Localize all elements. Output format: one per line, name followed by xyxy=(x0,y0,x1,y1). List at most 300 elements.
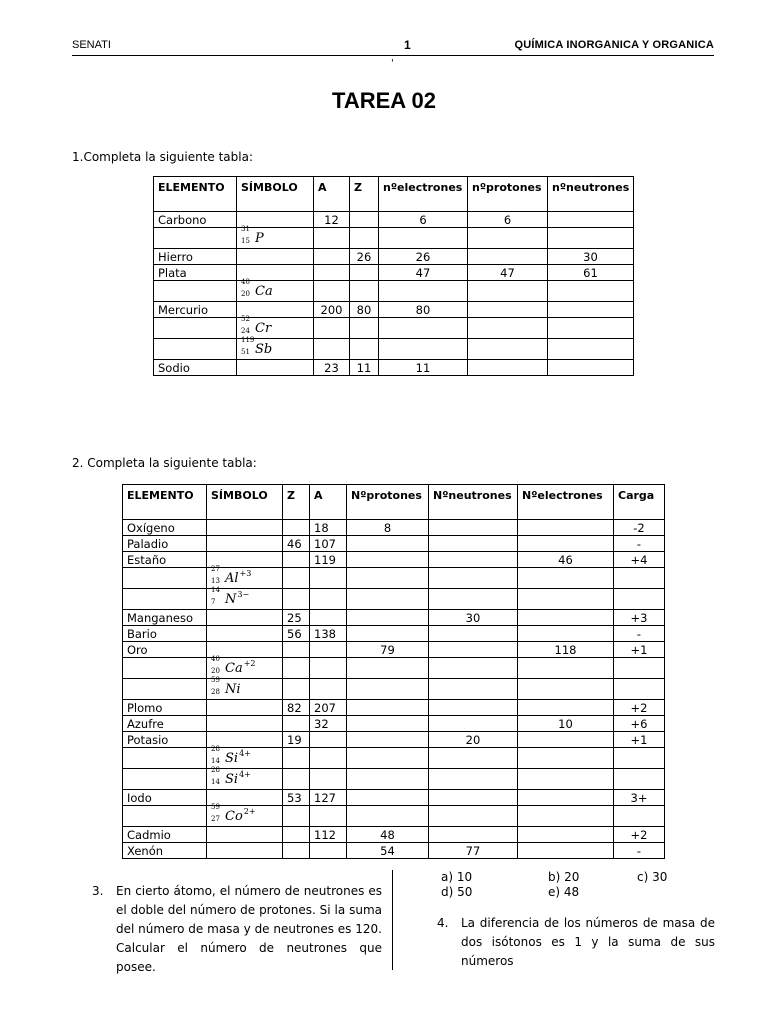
value-cell-p xyxy=(347,790,429,806)
atomic-number: 13 xyxy=(211,577,220,585)
symbol-cell xyxy=(207,827,283,843)
atomic-number: 20 xyxy=(211,667,220,675)
element-symbol: N xyxy=(225,592,237,607)
element-cell: Plata xyxy=(154,265,237,281)
element-symbol: Sb xyxy=(255,342,273,357)
column-header: nºelectrones xyxy=(379,177,468,212)
isotope-symbol xyxy=(241,336,273,357)
value-cell-e xyxy=(518,732,614,748)
isotope-symbol xyxy=(241,315,272,336)
value-cell-p xyxy=(347,658,429,679)
value-cell-A xyxy=(310,748,347,769)
value-cell-Z xyxy=(350,265,379,281)
value-cell-A: 200 xyxy=(314,302,350,318)
value-cell-carga: +1 xyxy=(614,642,665,658)
question-4-number: 4. xyxy=(437,916,449,930)
value-cell-A: 112 xyxy=(310,827,347,843)
value-cell-n xyxy=(429,552,518,568)
value-cell-e: 47 xyxy=(379,265,468,281)
value-cell-Z: 53 xyxy=(283,790,310,806)
value-cell-A xyxy=(310,732,347,748)
page-title: TAREA 02 xyxy=(332,88,436,113)
value-cell-n xyxy=(429,827,518,843)
value-cell-carga: - xyxy=(614,536,665,552)
value-cell-A xyxy=(314,318,350,339)
table-row xyxy=(123,589,665,610)
value-cell-carga xyxy=(614,658,665,679)
value-cell-Z xyxy=(350,281,379,302)
value-cell-carga xyxy=(614,806,665,827)
table-1 xyxy=(153,176,634,376)
table-2 xyxy=(122,484,665,859)
value-cell-e xyxy=(518,626,614,642)
value-cell-p xyxy=(468,281,548,302)
table-row xyxy=(123,520,665,536)
column-header: Nºneutrones xyxy=(429,485,518,520)
value-cell-e xyxy=(518,679,614,700)
value-cell-Z xyxy=(283,642,310,658)
value-cell-p xyxy=(468,318,548,339)
table-row xyxy=(123,658,665,679)
symbol-cell xyxy=(207,536,283,552)
option-c: c) 30 xyxy=(637,870,668,884)
value-cell-n xyxy=(429,626,518,642)
value-cell-n: 77 xyxy=(429,843,518,859)
symbol-cell xyxy=(207,766,283,790)
value-cell-p xyxy=(347,769,429,790)
value-cell-Z xyxy=(350,212,379,228)
value-cell-n xyxy=(429,748,518,769)
page-number: 1 xyxy=(404,38,411,52)
symbol-cell xyxy=(207,626,283,642)
element-symbol: Al xyxy=(225,571,239,586)
value-cell-n xyxy=(429,716,518,732)
table-row xyxy=(154,302,634,318)
element-cell xyxy=(123,568,207,589)
element-cell: Bario xyxy=(123,626,207,642)
value-cell-e xyxy=(518,568,614,589)
column-header: nºprotones xyxy=(468,177,548,212)
value-cell-p xyxy=(347,732,429,748)
value-cell-A xyxy=(310,568,347,589)
atomic-number: 28 xyxy=(211,688,220,696)
element-cell: Carbono xyxy=(154,212,237,228)
element-cell: Iodo xyxy=(123,790,207,806)
value-cell-Z: 82 xyxy=(283,700,310,716)
value-cell-p xyxy=(347,716,429,732)
value-cell-Z: 25 xyxy=(283,610,310,626)
element-cell xyxy=(123,769,207,790)
header-left: SENATI xyxy=(72,39,111,51)
value-cell-p xyxy=(347,552,429,568)
value-cell-e xyxy=(518,790,614,806)
table-row xyxy=(123,769,665,790)
value-cell-e xyxy=(518,806,614,827)
element-cell: Oro xyxy=(123,642,207,658)
value-cell-p xyxy=(347,610,429,626)
table-row xyxy=(154,228,634,249)
element-cell: Xenón xyxy=(123,843,207,859)
column-header: SÍMBOLO xyxy=(207,485,283,520)
element-cell: Sodio xyxy=(154,360,237,376)
stray-mark: ' xyxy=(391,58,394,69)
value-cell-p xyxy=(468,249,548,265)
value-cell-Z xyxy=(283,568,310,589)
mass-number: 40 xyxy=(211,655,220,663)
table-row xyxy=(123,552,665,568)
value-cell-A xyxy=(314,281,350,302)
value-cell-carga xyxy=(614,748,665,769)
symbol-cell xyxy=(237,360,314,376)
value-cell-carga xyxy=(614,589,665,610)
column-header: Carga xyxy=(614,485,665,520)
element-symbol: Si xyxy=(225,751,239,766)
element-symbol: Cr xyxy=(255,321,272,336)
element-cell: Plomo xyxy=(123,700,207,716)
symbol-cell xyxy=(207,803,283,827)
value-cell-carga xyxy=(614,568,665,589)
table-row xyxy=(123,700,665,716)
element-cell: Mercurio xyxy=(154,302,237,318)
value-cell-n: 20 xyxy=(429,732,518,748)
ion-charge: 3− xyxy=(237,590,250,599)
value-cell-A: 12 xyxy=(314,212,350,228)
isotope-symbol xyxy=(211,586,250,607)
element-symbol: P xyxy=(255,231,264,246)
value-cell-A xyxy=(310,589,347,610)
symbol-cell xyxy=(237,278,314,302)
value-cell-n: 61 xyxy=(548,265,634,281)
value-cell-Z: 46 xyxy=(283,536,310,552)
element-symbol: Si xyxy=(225,772,239,787)
value-cell-n xyxy=(429,769,518,790)
element-cell: Paladio xyxy=(123,536,207,552)
value-cell-Z: 80 xyxy=(350,302,379,318)
table-row xyxy=(123,843,665,859)
table-row xyxy=(154,212,634,228)
column-header: A xyxy=(310,485,347,520)
column-header: ELEMENTO xyxy=(123,485,207,520)
value-cell-e xyxy=(379,228,468,249)
value-cell-A xyxy=(314,339,350,360)
value-cell-e: 10 xyxy=(518,716,614,732)
element-cell: Cadmio xyxy=(123,827,207,843)
atomic-number: 20 xyxy=(241,290,250,298)
table-row xyxy=(123,626,665,642)
value-cell-carga: - xyxy=(614,843,665,859)
page-header xyxy=(72,39,714,56)
column-header: Nºelectrones xyxy=(518,485,614,520)
value-cell-Z xyxy=(283,589,310,610)
value-cell-p xyxy=(468,302,548,318)
value-cell-Z xyxy=(283,843,310,859)
value-cell-A xyxy=(310,658,347,679)
value-cell-n xyxy=(548,318,634,339)
value-cell-Z xyxy=(283,658,310,679)
column-divider xyxy=(392,870,393,970)
value-cell-A xyxy=(314,265,350,281)
value-cell-p xyxy=(347,700,429,716)
value-cell-p xyxy=(347,589,429,610)
value-cell-n xyxy=(429,642,518,658)
mass-number: 14 xyxy=(211,586,220,594)
value-cell-A xyxy=(310,610,347,626)
value-cell-A xyxy=(310,642,347,658)
value-cell-A xyxy=(310,769,347,790)
mass-number: 59 xyxy=(211,676,220,684)
value-cell-Z xyxy=(350,318,379,339)
atomic-number: 14 xyxy=(211,757,220,765)
value-cell-e xyxy=(518,700,614,716)
value-cell-n xyxy=(429,790,518,806)
element-cell xyxy=(154,228,237,249)
value-cell-Z xyxy=(283,520,310,536)
isotope-symbol xyxy=(211,565,252,586)
isotope-symbol xyxy=(211,676,242,697)
value-cell-p xyxy=(347,568,429,589)
symbol-cell xyxy=(207,520,283,536)
element-cell xyxy=(123,589,207,610)
value-cell-n xyxy=(548,212,634,228)
value-cell-n xyxy=(429,700,518,716)
option-e: e) 48 xyxy=(548,885,580,899)
value-cell-n xyxy=(429,520,518,536)
value-cell-n xyxy=(548,339,634,360)
value-cell-Z xyxy=(283,806,310,827)
table-header-row xyxy=(154,177,634,212)
atomic-number: 24 xyxy=(241,327,250,335)
isotope-symbol xyxy=(211,655,256,676)
table-row xyxy=(123,806,665,827)
element-cell xyxy=(154,318,237,339)
question-4-text: La diferencia de los números de masa de dos isótonos es 1 y la suma de sus números xyxy=(461,916,715,968)
value-cell-e: 6 xyxy=(379,212,468,228)
column-header: A xyxy=(314,177,350,212)
table-row xyxy=(123,568,665,589)
isotope-symbol xyxy=(241,278,274,299)
symbol-cell xyxy=(207,716,283,732)
table-row xyxy=(154,318,634,339)
element-cell xyxy=(123,806,207,827)
value-cell-n xyxy=(429,568,518,589)
value-cell-n xyxy=(429,589,518,610)
value-cell-Z xyxy=(350,339,379,360)
value-cell-p xyxy=(347,626,429,642)
element-cell xyxy=(154,281,237,302)
element-cell: Manganeso xyxy=(123,610,207,626)
column-header: ELEMENTO xyxy=(154,177,237,212)
column-header: Z xyxy=(283,485,310,520)
value-cell-e xyxy=(518,658,614,679)
table-row xyxy=(123,827,665,843)
value-cell-e: 80 xyxy=(379,302,468,318)
value-cell-p xyxy=(468,228,548,249)
element-symbol: Ca xyxy=(225,661,243,676)
value-cell-n xyxy=(429,679,518,700)
value-cell-n: 30 xyxy=(429,610,518,626)
value-cell-e xyxy=(518,748,614,769)
value-cell-Z: 56 xyxy=(283,626,310,642)
column-header: nºneutrones xyxy=(548,177,634,212)
element-symbol: Co xyxy=(225,809,243,824)
value-cell-Z xyxy=(283,827,310,843)
symbol-cell xyxy=(237,249,314,265)
value-cell-Z: 11 xyxy=(350,360,379,376)
isotope-symbol xyxy=(211,766,251,787)
element-cell xyxy=(123,658,207,679)
value-cell-Z xyxy=(283,679,310,700)
table-row xyxy=(154,265,634,281)
value-cell-carga xyxy=(614,769,665,790)
value-cell-n xyxy=(429,806,518,827)
option-b: b) 20 xyxy=(548,870,580,884)
value-cell-p xyxy=(347,679,429,700)
value-cell-p xyxy=(347,806,429,827)
atomic-number: 7 xyxy=(211,598,216,606)
table-row xyxy=(154,339,634,360)
table-row xyxy=(123,732,665,748)
value-cell-n xyxy=(429,658,518,679)
element-cell: Hierro xyxy=(154,249,237,265)
column-header: Z xyxy=(350,177,379,212)
table-row xyxy=(123,716,665,732)
atomic-number: 15 xyxy=(241,237,250,245)
table-row xyxy=(123,748,665,769)
atomic-number: 14 xyxy=(211,778,220,786)
value-cell-A xyxy=(310,679,347,700)
mass-number: 28 xyxy=(211,766,220,774)
value-cell-p: 79 xyxy=(347,642,429,658)
value-cell-e: 11 xyxy=(379,360,468,376)
value-cell-n xyxy=(548,360,634,376)
value-cell-carga xyxy=(614,679,665,700)
value-cell-p xyxy=(468,360,548,376)
isotope-symbol xyxy=(241,225,265,246)
question-1-prompt: 1.Completa la siguiente tabla: xyxy=(72,150,254,164)
question-3-number: 3. xyxy=(92,884,104,898)
value-cell-e: 26 xyxy=(379,249,468,265)
mass-number: 28 xyxy=(211,745,220,753)
symbol-cell xyxy=(207,586,283,610)
value-cell-p xyxy=(347,536,429,552)
value-cell-p xyxy=(347,748,429,769)
value-cell-A: 107 xyxy=(310,536,347,552)
ion-charge: +3 xyxy=(239,569,252,578)
value-cell-A: 127 xyxy=(310,790,347,806)
value-cell-p xyxy=(468,339,548,360)
value-cell-p: 6 xyxy=(468,212,548,228)
isotope-symbol xyxy=(211,803,256,824)
value-cell-e xyxy=(379,339,468,360)
mass-number: 40 xyxy=(241,278,250,286)
table-row xyxy=(123,536,665,552)
value-cell-Z xyxy=(283,552,310,568)
value-cell-n xyxy=(548,302,634,318)
table-header-row xyxy=(123,485,665,520)
value-cell-Z xyxy=(283,748,310,769)
element-cell xyxy=(123,748,207,769)
value-cell-Z: 26 xyxy=(350,249,379,265)
ion-charge: +2 xyxy=(243,659,256,668)
value-cell-p: 48 xyxy=(347,827,429,843)
value-cell-A: 32 xyxy=(310,716,347,732)
value-cell-A: 23 xyxy=(314,360,350,376)
symbol-cell xyxy=(237,336,314,360)
value-cell-Z xyxy=(350,228,379,249)
value-cell-A: 18 xyxy=(310,520,347,536)
value-cell-p: 8 xyxy=(347,520,429,536)
value-cell-Z xyxy=(283,716,310,732)
element-cell: Oxígeno xyxy=(123,520,207,536)
table-row xyxy=(123,610,665,626)
value-cell-carga: +2 xyxy=(614,827,665,843)
value-cell-A xyxy=(314,228,350,249)
value-cell-e xyxy=(518,520,614,536)
element-cell xyxy=(154,339,237,360)
ion-charge: 4+ xyxy=(239,770,251,779)
value-cell-Z: 19 xyxy=(283,732,310,748)
value-cell-e: 46 xyxy=(518,552,614,568)
value-cell-p: 54 xyxy=(347,843,429,859)
value-cell-e xyxy=(518,589,614,610)
mass-number: 59 xyxy=(211,803,220,811)
symbol-cell xyxy=(207,610,283,626)
value-cell-A: 207 xyxy=(310,700,347,716)
value-cell-e xyxy=(518,610,614,626)
ion-charge: 2+ xyxy=(243,807,256,816)
value-cell-carga: +4 xyxy=(614,552,665,568)
value-cell-n xyxy=(429,536,518,552)
mass-number: 52 xyxy=(241,315,250,323)
table-row xyxy=(154,249,634,265)
table-row xyxy=(123,679,665,700)
value-cell-A xyxy=(314,249,350,265)
value-cell-e xyxy=(518,769,614,790)
value-cell-carga: +2 xyxy=(614,700,665,716)
value-cell-carga: -2 xyxy=(614,520,665,536)
value-cell-Z xyxy=(283,769,310,790)
table-row xyxy=(123,642,665,658)
mass-number: 31 xyxy=(241,225,250,233)
option-d: d) 50 xyxy=(441,885,473,899)
header-right: QUÍMICA INORGANICA Y ORGANICA xyxy=(514,39,714,51)
option-a: a) 10 xyxy=(441,870,473,884)
element-cell: Potasio xyxy=(123,732,207,748)
atomic-number: 27 xyxy=(211,815,220,823)
mass-number: 27 xyxy=(211,565,220,573)
table-row xyxy=(123,790,665,806)
value-cell-A xyxy=(310,806,347,827)
value-cell-A: 119 xyxy=(310,552,347,568)
value-cell-A xyxy=(310,843,347,859)
value-cell-e xyxy=(379,318,468,339)
question-2-prompt: 2. Completa la siguiente tabla: xyxy=(72,456,257,470)
element-symbol: Ni xyxy=(225,682,241,697)
symbol-cell xyxy=(237,225,314,249)
value-cell-carga: +3 xyxy=(614,610,665,626)
question-3 xyxy=(92,882,382,977)
value-cell-carga: +6 xyxy=(614,716,665,732)
table-row xyxy=(154,360,634,376)
isotope-symbol xyxy=(211,745,251,766)
value-cell-carga: - xyxy=(614,626,665,642)
value-cell-e xyxy=(518,536,614,552)
element-cell xyxy=(123,679,207,700)
mass-number: 119 xyxy=(241,336,255,344)
atomic-number: 51 xyxy=(241,348,250,356)
element-cell: Azufre xyxy=(123,716,207,732)
value-cell-e xyxy=(518,843,614,859)
